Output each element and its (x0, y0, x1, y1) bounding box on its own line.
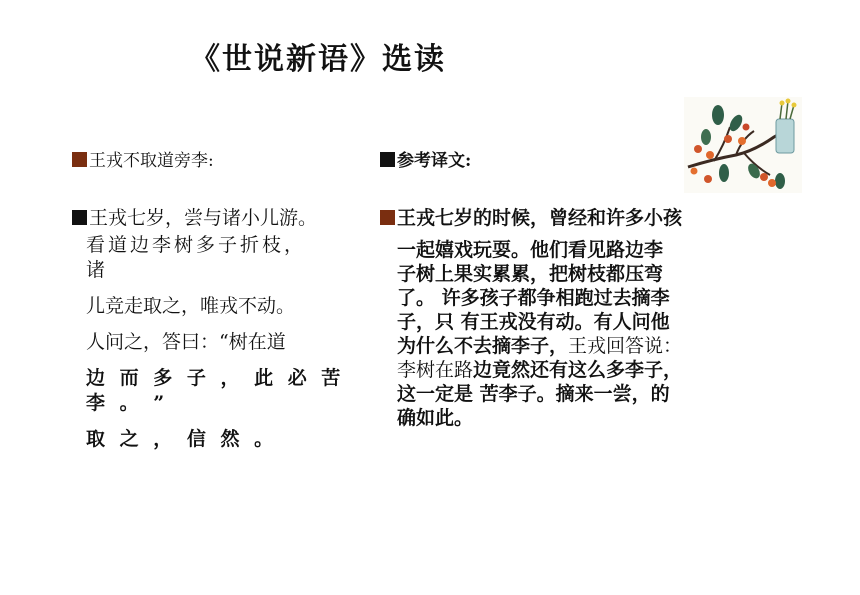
translation-text (380, 206, 780, 430)
original-line: 看道边李树多子折枝， (86, 234, 307, 256)
translation-line: 子树上果实累累，把树枝都压弯 (397, 263, 664, 285)
bullet-icon (380, 210, 395, 225)
translation-line: 一起嬉戏玩耍。他们看见路边李 (397, 239, 664, 261)
translation-line: 李树在路边竟然还有这么多李子， (397, 359, 683, 381)
original-line: 人问之，答曰：“树在道 (86, 331, 286, 353)
page-title: 《世说新语》选读 (190, 42, 446, 77)
original-line: 边 而 多 子 ， 此 必 苦 李 。 ” (86, 367, 345, 414)
translation-line: 王戎七岁的时候，曾经和许多小孩 (380, 206, 780, 230)
original-text (72, 206, 377, 463)
translation-line: 为什么不去摘李子，王戎回答说： (397, 335, 683, 357)
left-section-heading (72, 146, 214, 171)
translation-line: 确如此。 (397, 407, 474, 429)
branch-painting-icon (684, 97, 802, 193)
translation-line: 了。 许多孩子都争相跑过去摘李 (397, 287, 670, 309)
original-line: 儿竞走取之，唯戎不动。 (86, 295, 296, 317)
original-line: 诸 (86, 259, 106, 281)
original-line: 王戎七岁，尝与诸小儿游。 (72, 206, 377, 231)
translation-line: 这一定是 苦李子。摘来一尝，的 (397, 383, 670, 405)
translation-line: 子，只 有王戎没有动。有人问他 (397, 311, 670, 333)
original-line: 取 之 ， 信 然 。 (86, 428, 278, 450)
bullet-icon (380, 152, 395, 167)
right-heading-text: 参考译文: (397, 151, 472, 171)
bullet-icon (72, 152, 87, 167)
right-section-heading (380, 146, 471, 171)
bullet-icon (72, 210, 87, 225)
left-heading-text: 王戎不取道旁李: (89, 151, 214, 171)
